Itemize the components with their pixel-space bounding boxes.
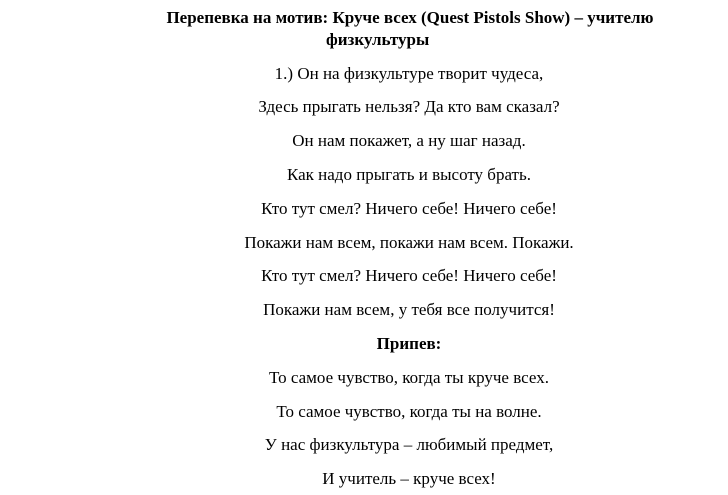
document-title-line-2: физкультуры bbox=[326, 30, 430, 49]
verse-line: Кто тут смел? Ничего себе! Ничего себе! bbox=[261, 199, 557, 218]
chorus-heading: Припев: bbox=[376, 334, 442, 353]
chorus-line: То самое чувство, когда ты на волне. bbox=[276, 402, 542, 421]
chorus-line: То самое чувство, когда ты круче всех. bbox=[269, 368, 549, 387]
chorus-line: У нас физкультура – любимый предмет, bbox=[264, 435, 554, 454]
verse-line: Кто тут смел? Ничего себе! Ничего себе! bbox=[261, 266, 557, 285]
verse-line: 1.) Он на физкультуре творит чудеса, bbox=[274, 64, 544, 83]
verse-line: Покажи нам всем, покажи нам всем. Покажи. bbox=[244, 233, 574, 252]
verse-line: Покажи нам всем, у тебя все получится! bbox=[263, 300, 555, 319]
document-title-line-1: Перепевка на мотив: Круче всех (Quest Pistols Show) – учителю bbox=[166, 8, 654, 27]
chorus-line: И учитель – круче всех! bbox=[322, 469, 496, 488]
verse-line: Здесь прыгать нельзя? Да кто вам сказал? bbox=[258, 97, 560, 116]
verse-line: Он нам покажет, а ну шаг назад. bbox=[292, 131, 526, 150]
verse-line: Как надо прыгать и высоту брать. bbox=[286, 165, 531, 184]
